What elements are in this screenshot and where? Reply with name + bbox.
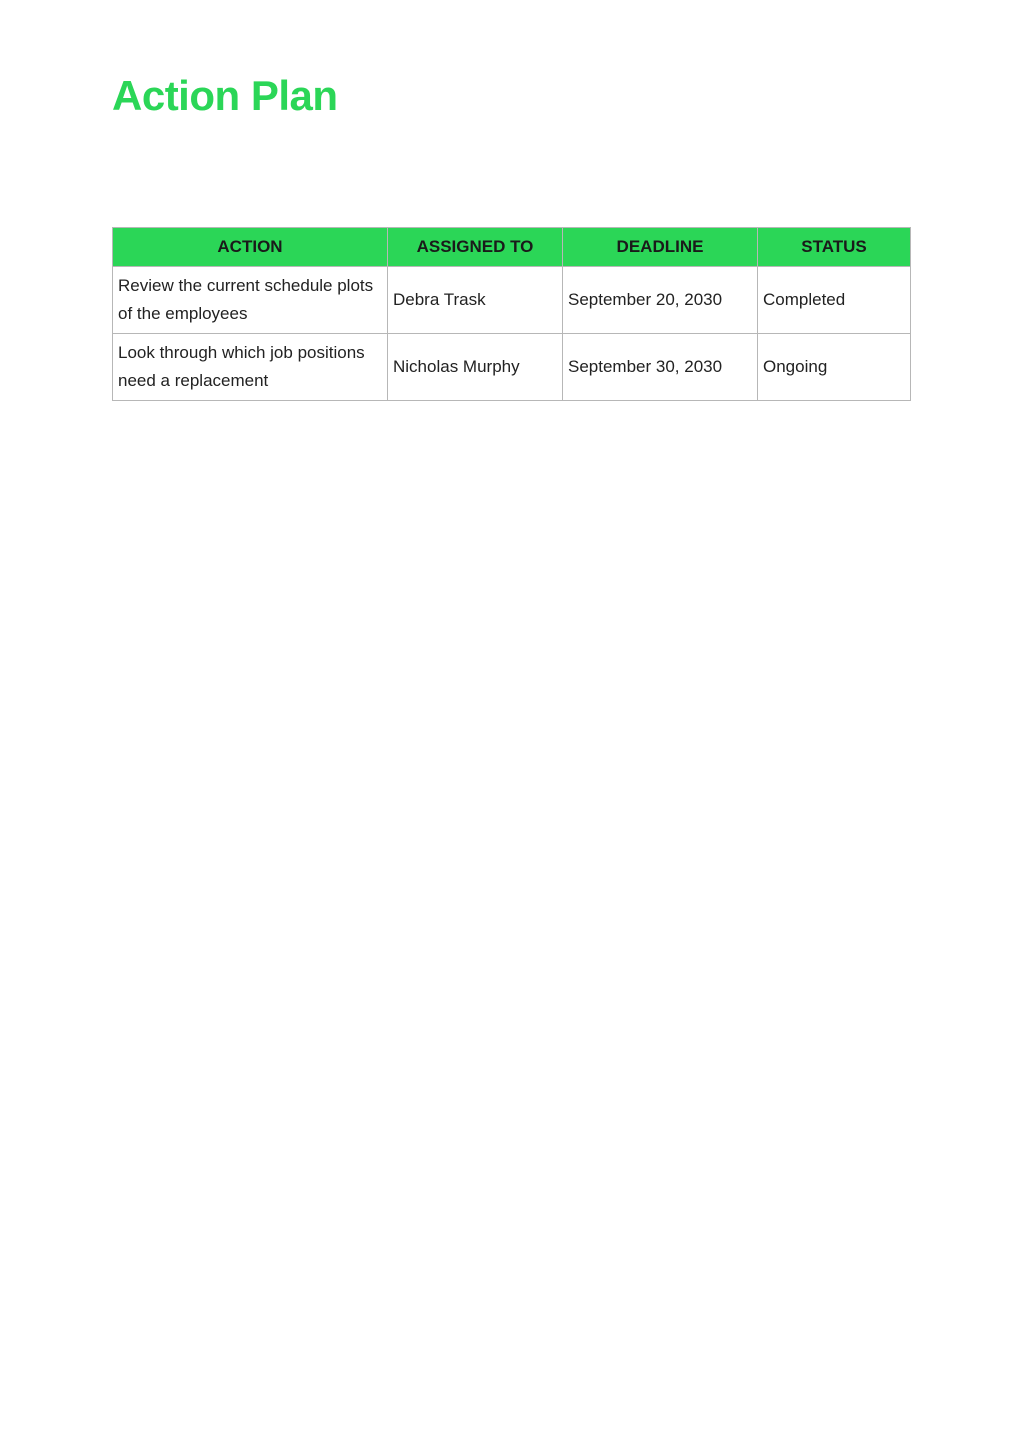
table-row (113, 334, 911, 401)
cell-deadline: September 20, 2030 (563, 267, 758, 334)
table-body (113, 267, 911, 401)
header-action: ACTION (113, 228, 388, 267)
cell-action: Look through which job positions need a replacement (113, 334, 388, 401)
cell-status: Completed (758, 267, 911, 334)
header-assigned-to: ASSIGNED TO (388, 228, 563, 267)
header-status: STATUS (758, 228, 911, 267)
cell-assigned-to: Debra Trask (388, 267, 563, 334)
cell-action: Review the current schedule plots of the employees (113, 267, 388, 334)
header-deadline: DEADLINE (563, 228, 758, 267)
table-row (113, 267, 911, 334)
action-plan-table (112, 227, 911, 401)
header-row (113, 228, 911, 267)
cell-deadline: September 30, 2030 (563, 334, 758, 401)
page-title: Action Plan (112, 72, 338, 119)
table-header (113, 228, 911, 267)
cell-status: Ongoing (758, 334, 911, 401)
cell-assigned-to: Nicholas Murphy (388, 334, 563, 401)
